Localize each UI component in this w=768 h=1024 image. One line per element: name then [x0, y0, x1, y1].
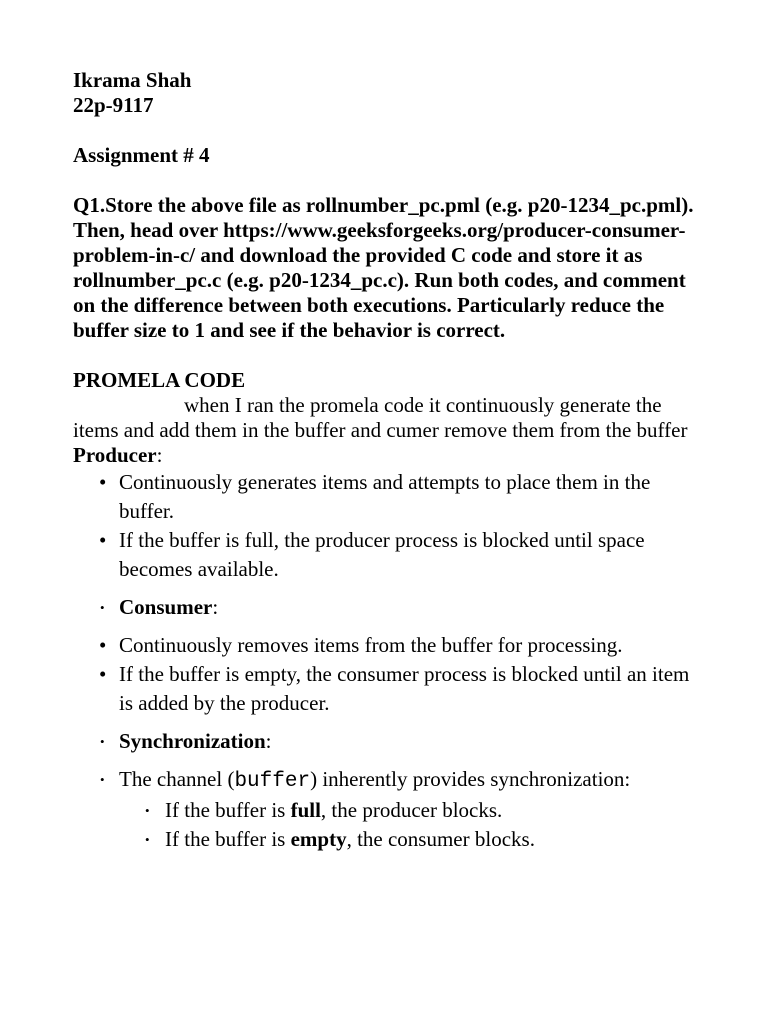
author-name: Ikrama Shah — [73, 68, 192, 92]
assignment-title: Assignment # 4 — [73, 143, 210, 167]
channel-item — [73, 765, 703, 796]
list-item: • If the buffer is empty, the consumer process is blocked until an item is added by the producer. — [73, 660, 703, 718]
list-item: • Continuously removes items from the buffer for processing. — [73, 631, 703, 660]
list-item: • Continuously generates items and attempts to place them in the buffer. — [73, 468, 703, 526]
full-suffix: , the producer blocks. — [320, 798, 503, 822]
promela-intro: when I ran the promela code it continuously generate the items and add them in the buffer and cumer remove them from the buffer — [73, 393, 688, 442]
empty-keyword: empty — [290, 827, 347, 851]
roll-number: 22p-9117 — [73, 93, 154, 117]
full-prefix: If the buffer is — [165, 798, 291, 822]
producer-label: Producer — [73, 443, 157, 467]
consumer-list — [73, 631, 703, 718]
synchronization-heading — [73, 727, 703, 756]
consumer-heading — [73, 593, 703, 622]
document-page — [73, 68, 703, 854]
channel-list — [73, 765, 703, 796]
channel-suffix: ) inherently provides synchronization: — [310, 767, 631, 791]
full-keyword: full — [290, 798, 321, 822]
synchronization-heading-list — [73, 727, 703, 756]
promela-heading: PROMELA CODE — [73, 368, 246, 392]
producer-heading — [73, 443, 703, 468]
channel-code: buffer — [234, 770, 311, 793]
consumer-label: Consumer — [119, 595, 213, 619]
empty-suffix: , the consumer blocks. — [346, 827, 535, 851]
empty-prefix: If the buffer is — [165, 827, 291, 851]
producer-colon: : — [156, 443, 163, 467]
question-text: Q1.Store the above file as rollnumber_pc.pml (e.g. p20-1234_pc.pml). Then, head over https://www.geeksforgeeks.org/producer-consumer-problem-in-c/ and download the provided C code and store it as rollnumber_pc.c (e.g. p20-1234_pc.c). Run both codes, and comment on the difference between both executions. Particularly reduce the buffer size to 1 and see if the behavior is correct. — [73, 193, 694, 342]
consumer-colon: : — [212, 595, 219, 619]
list-item — [73, 825, 703, 854]
synchronization-colon: : — [265, 729, 272, 753]
channel-prefix: The channel ( — [119, 767, 235, 791]
blocking-list — [73, 796, 703, 854]
producer-list — [73, 468, 703, 584]
list-item — [73, 796, 703, 825]
list-item: • If the buffer is full, the producer process is blocked until space becomes available. — [73, 526, 703, 584]
synchronization-label: Synchronization — [119, 729, 266, 753]
consumer-heading-list — [73, 593, 703, 622]
